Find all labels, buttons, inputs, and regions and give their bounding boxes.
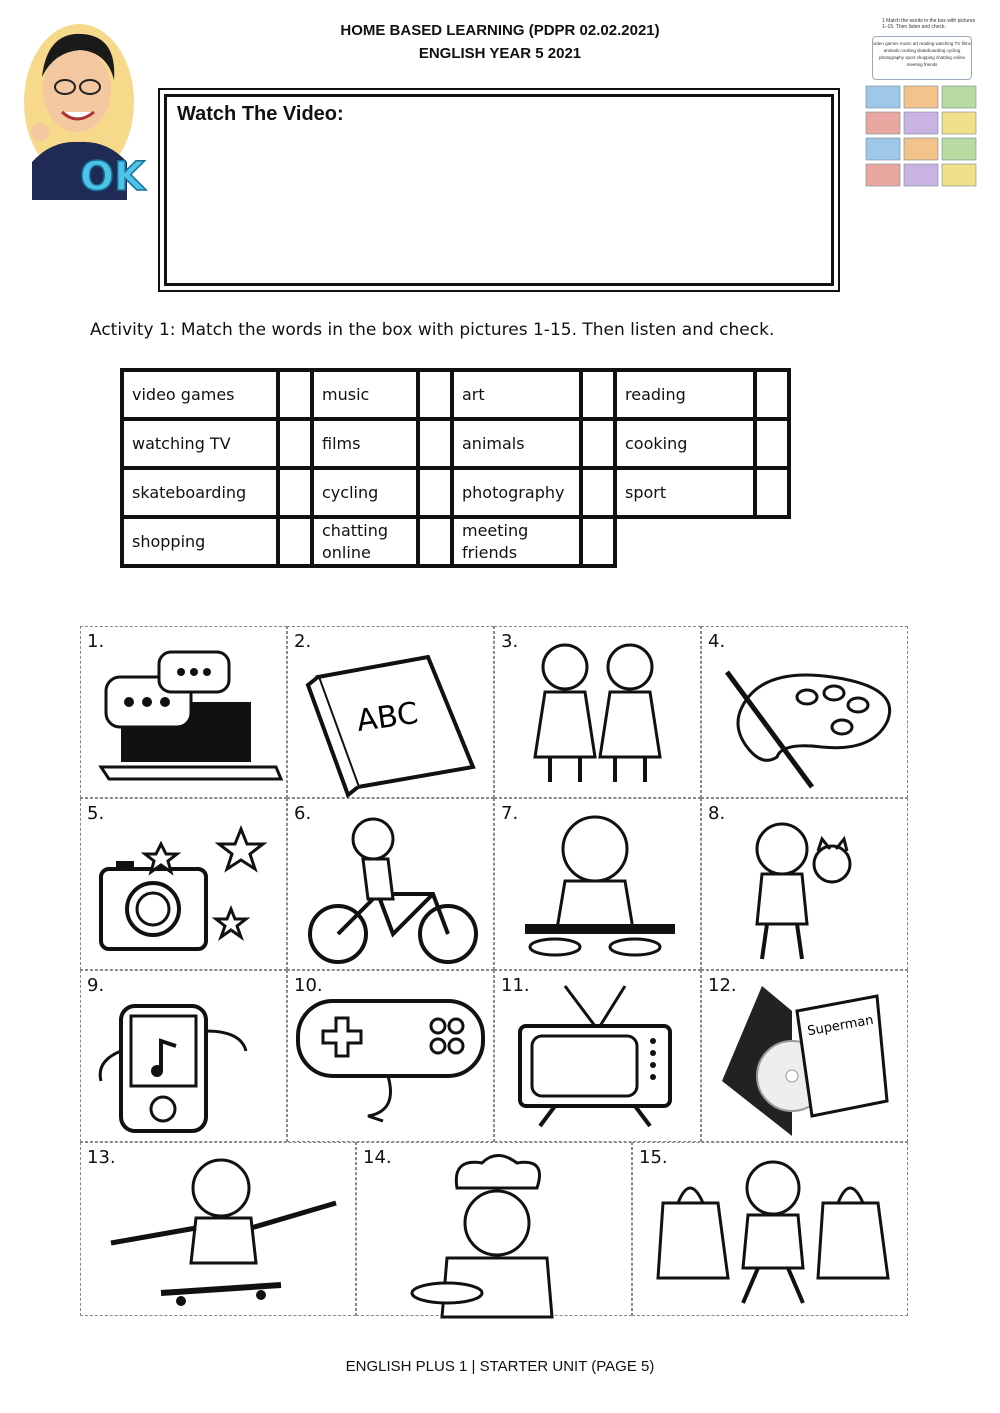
picture-skateboarding (80, 1142, 356, 1316)
picture-number: 15. (639, 1147, 668, 1168)
music-player-icon (81, 971, 288, 1143)
thumbnail-picture (942, 138, 976, 160)
picture-grid (80, 626, 908, 1316)
header-line-1: HOME BASED LEARNING (PDPR 02.02.2021) (340, 22, 660, 39)
picture-shopping (632, 1142, 908, 1316)
textbook-thumbnail (862, 16, 980, 192)
picture-number: 1. (87, 631, 105, 652)
camera-icon (81, 799, 288, 971)
picture-number: 14. (363, 1147, 392, 1168)
word-cell: shopping (122, 517, 278, 566)
word-cell: skateboarding (122, 468, 278, 517)
two-girls-icon (495, 627, 702, 799)
answer-box[interactable] (581, 517, 615, 566)
dvd-icon (702, 971, 909, 1143)
word-cell: art (452, 370, 581, 419)
picture-meeting-friends (494, 626, 701, 798)
word-cell: video games (122, 370, 278, 419)
answer-box[interactable] (755, 370, 789, 419)
picture-number: 11. (501, 975, 530, 996)
picture-number: 13. (87, 1147, 116, 1168)
dvd-text: Superman (806, 1012, 875, 1040)
picture-art (701, 626, 908, 798)
answer-box[interactable] (755, 468, 789, 517)
activity-instruction: Activity 1: Match the words in the box with pictures 1-15. Then listen and check. (90, 320, 775, 340)
answer-box[interactable] (278, 468, 312, 517)
answer-box[interactable] (418, 419, 452, 468)
answer-box[interactable] (418, 517, 452, 566)
thumbnail-instruction: 1 Match the words in the box with pictures 1–15. Then listen and check. (882, 18, 976, 30)
picture-number: 12. (708, 975, 737, 996)
word-cell: cycling (312, 468, 418, 517)
empty-cell (615, 517, 755, 566)
thumbnail-picture (866, 86, 900, 108)
word-cell: watching TV (122, 419, 278, 468)
chef-icon (357, 1143, 633, 1317)
answer-box[interactable] (278, 517, 312, 566)
girl-baking-icon (495, 799, 702, 971)
picture-cycling (287, 798, 494, 970)
answer-box[interactable] (581, 370, 615, 419)
picture-number: 8. (708, 803, 726, 824)
picture-number: 9. (87, 975, 105, 996)
bicycle-icon (288, 799, 495, 971)
picture-cooking (494, 798, 701, 970)
answer-box[interactable] (581, 468, 615, 517)
thumbnail-picture (866, 112, 900, 134)
thumbnail-picture (904, 86, 938, 108)
ok-badge: OK (80, 154, 145, 200)
thumbnail-picture (866, 164, 900, 186)
video-label: Watch The Video: (177, 103, 344, 125)
picture-music (80, 970, 287, 1142)
table-row (122, 517, 789, 566)
picture-chatting-online (80, 626, 287, 798)
word-cell: chatting online (312, 517, 418, 566)
thumbnail-picture (904, 138, 938, 160)
picture-watching-tv (494, 970, 701, 1142)
word-cell: meeting friends (452, 517, 581, 566)
answer-box[interactable] (278, 370, 312, 419)
picture-video-games (287, 970, 494, 1142)
book-text: ABC (354, 695, 421, 740)
table-row (122, 370, 789, 419)
book-icon (288, 627, 495, 799)
answer-box[interactable] (418, 468, 452, 517)
thumbnail-picture (866, 138, 900, 160)
picture-number: 3. (501, 631, 519, 652)
video-frame[interactable] (164, 94, 834, 286)
picture-number: 4. (708, 631, 726, 652)
laptop-chat-icon (81, 627, 288, 799)
word-cell: cooking (615, 419, 755, 468)
table-row (122, 468, 789, 517)
answer-box[interactable] (278, 419, 312, 468)
picture-number: 5. (87, 803, 105, 824)
picture-reading (287, 626, 494, 798)
thumbnail-picture (942, 112, 976, 134)
skateboarder-icon (81, 1143, 357, 1317)
answer-box[interactable] (418, 370, 452, 419)
thumbnail-picture (904, 164, 938, 186)
game-controller-icon (288, 971, 495, 1143)
answer-box[interactable] (755, 419, 789, 468)
picture-number: 2. (294, 631, 312, 652)
thumbnail-word-box: video games music art reading watching TV films animals cooking skateboarding cycling photography sport shopping chatting online meeting friends (872, 36, 972, 80)
word-cell: films (312, 419, 418, 468)
word-cell: music (312, 370, 418, 419)
picture-number: 7. (501, 803, 519, 824)
girl-cat-icon (702, 799, 909, 971)
thumbnail-picture (904, 112, 938, 134)
word-cell: photography (452, 468, 581, 517)
empty-cell (755, 517, 789, 566)
teacher-avatar (22, 22, 145, 200)
answer-box[interactable] (581, 419, 615, 468)
footer: ENGLISH PLUS 1 | STARTER UNIT (PAGE 5) (345, 1358, 655, 1375)
word-cell: sport (615, 468, 755, 517)
word-cell: animals (452, 419, 581, 468)
picture-number: 6. (294, 803, 312, 824)
picture-number: 10. (294, 975, 323, 996)
picture-cooking-chef (356, 1142, 632, 1316)
word-cell: reading (615, 370, 755, 419)
tv-icon (495, 971, 702, 1143)
table-row (122, 419, 789, 468)
picture-photography (80, 798, 287, 970)
word-table (120, 368, 791, 568)
shopping-bags-icon (633, 1143, 909, 1317)
thumbnail-picture (942, 86, 976, 108)
video-box[interactable] (158, 88, 840, 292)
header-line-2: ENGLISH YEAR 5 2021 (418, 45, 582, 62)
thumbnail-picture (942, 164, 976, 186)
palette-icon (702, 627, 909, 799)
picture-animals (701, 798, 908, 970)
picture-films (701, 970, 908, 1142)
